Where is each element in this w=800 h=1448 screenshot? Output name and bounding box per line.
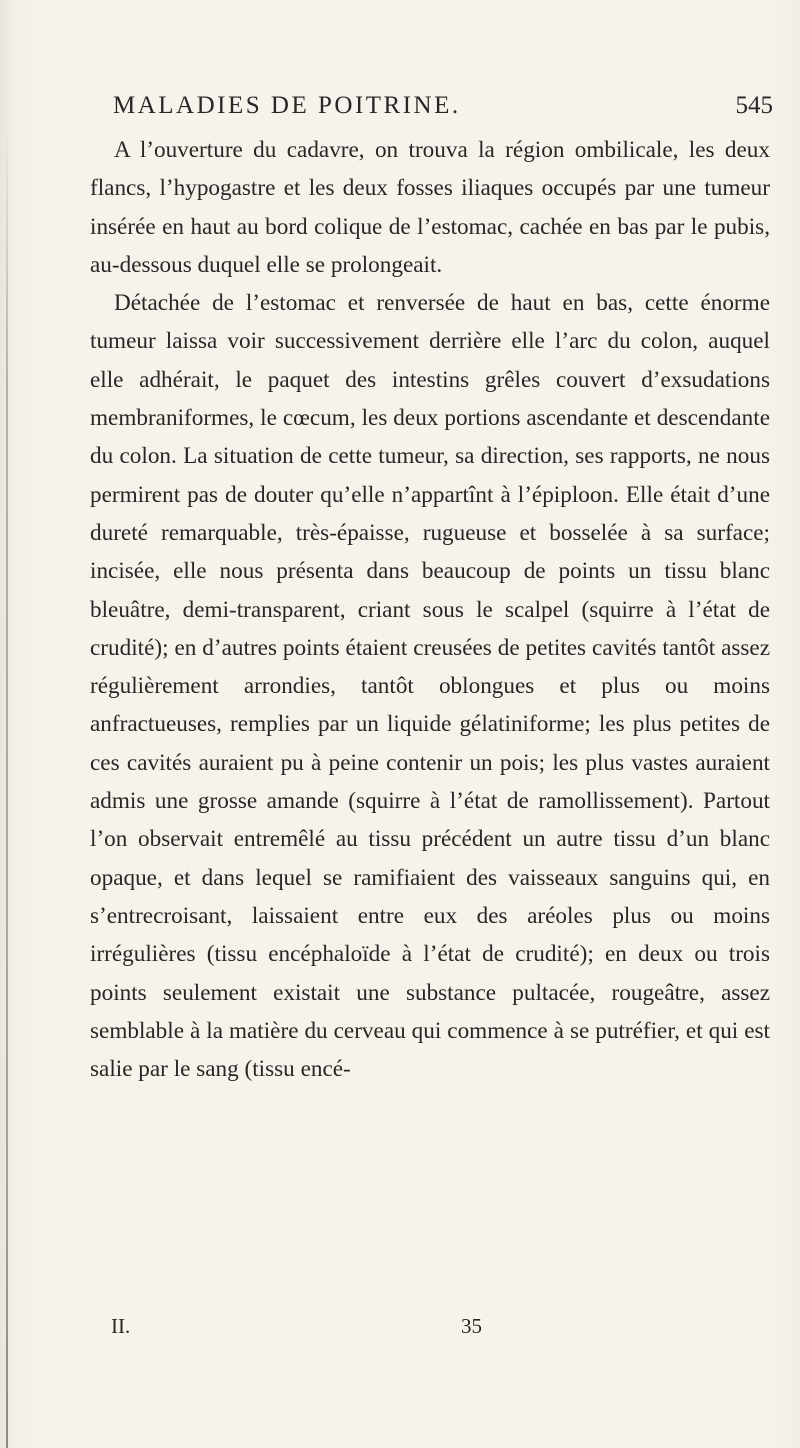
binding-gutter (6, 120, 8, 1448)
running-title: MALADIES DE POITRINE. (113, 92, 461, 119)
body-text (90, 131, 770, 1088)
signature-number: 35 (461, 1314, 482, 1338)
page-header (113, 86, 773, 126)
page-number: 545 (735, 92, 773, 119)
paragraph-2: Détachée de l’estomac et renversée de haut en bas, cette énorme tumeur laissa voir successivement derrière elle l’arc du colon, auquel elle adhérait, le paquet des intestins grêles couvert d’exsudations membraniformes, le cœcum, les deux portions ascendante et descendante du colon. La situation de cette tumeur, sa direction, ses rapports, ne nous permirent pas de douter qu’elle n’appartînt à l’épiploon. Elle était d’une dureté remarquable, très-épaisse, rugueuse et bosselée à sa surface; incisée, elle nous présenta dans beaucoup de points un tissu blanc bleuâtre, demi-transparent, criant sous le scalpel (squirre à l’état de crudité); en d’autres points étaient creusées de petites cavités tantôt assez régulièrement arrondies, tantôt oblongues et plus ou moins anfractueuses, remplies par un liquide gélatiniforme; les plus petites de ces cavités auraient pu à peine contenir un pois; les plus vastes auraient admis une grosse amande (squirre à l’état de ramollissement). Partout l’on observait entremêlé au tissu précédent un autre tissu d’un blanc opaque, et dans lequel se ramifiaient des vaisseaux sanguins qui, en s’entrecroisant, laissaient entre eux des aréoles plus ou moins irrégulières (tissu encéphaloïde à l’état de crudité); en deux ou trois points seulement existait une substance pultacée, rougeâtre, assez semblable à la matière du cerveau qui commence à se putréfier, et qui est salie par le sang (tissu encé- (90, 290, 770, 1083)
signature-mark: II. (111, 1314, 131, 1338)
paragraph-1: A l’ouverture du cadavre, on trouva la région ombilicale, les deux flancs, l’hypogastre et les deux fosses iliaques occupés par une tumeur insérée en haut au bord colique de l’estomac, cachée en bas par le pubis, au-dessous duquel elle se prolongeait. (90, 137, 770, 278)
page-footer (111, 1311, 771, 1341)
